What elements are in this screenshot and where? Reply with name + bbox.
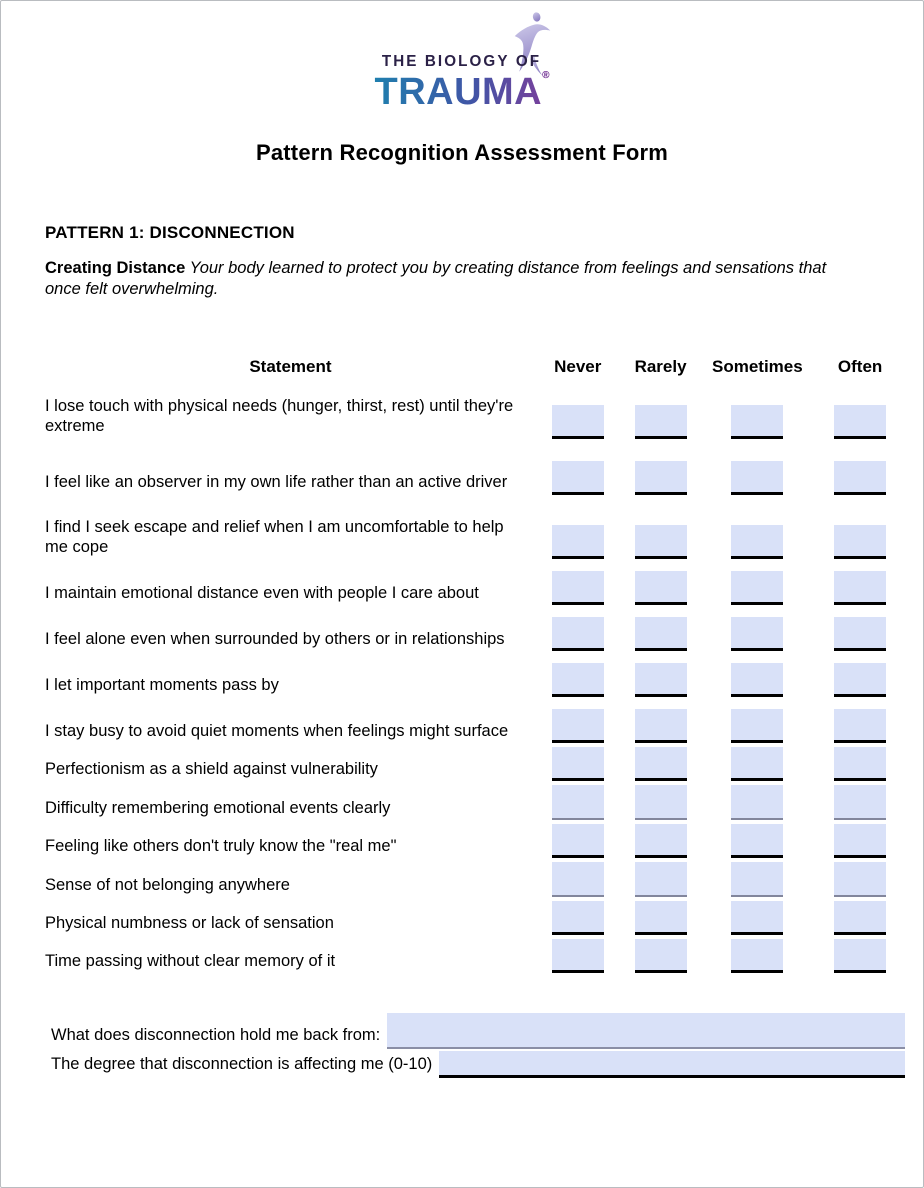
page-title: Pattern Recognition Assessment Form	[255, 140, 669, 165]
answer-input-sometimes[interactable]	[731, 571, 783, 605]
option-cell-rarely	[620, 785, 702, 820]
statement-text: Difficulty remembering emotional events clearly	[45, 798, 391, 817]
answer-input-rarely[interactable]	[635, 862, 687, 897]
statement-text: I feel like an observer in my own life rather than an active driver	[45, 473, 508, 492]
option-cell-sometimes	[701, 939, 813, 973]
option-cell-never	[536, 617, 620, 651]
option-cell-often	[813, 862, 907, 897]
logo-wordmark: TRAUMA®	[374, 70, 550, 113]
answer-input-never[interactable]	[552, 461, 604, 495]
answer-input-sometimes[interactable]	[731, 525, 783, 559]
holdback-input[interactable]	[387, 1013, 905, 1049]
option-cell-sometimes	[701, 824, 813, 858]
table-row	[45, 747, 907, 781]
answer-input-rarely[interactable]	[635, 405, 687, 439]
option-cell-often	[813, 525, 907, 559]
answer-input-rarely[interactable]	[635, 785, 687, 820]
logo-tagline: THE BIOLOGY OF	[382, 53, 542, 70]
answer-input-never[interactable]	[552, 709, 604, 743]
answer-input-often[interactable]	[834, 901, 886, 935]
table-row	[45, 785, 907, 820]
registered-mark: ®	[542, 70, 550, 81]
answer-input-often[interactable]	[834, 405, 886, 439]
option-cell-often	[813, 461, 907, 495]
option-column-header-often: Often	[837, 357, 883, 377]
answer-input-often[interactable]	[834, 709, 886, 743]
answer-input-never[interactable]	[552, 862, 604, 897]
section-description: Creating Distance Your body learned to protect you by creating distance from feelings and sensations that once felt overwhelming.	[45, 259, 827, 298]
option-cell-often	[813, 405, 907, 439]
table-row	[45, 824, 907, 858]
option-cell-rarely	[620, 663, 702, 697]
answer-input-rarely[interactable]	[635, 525, 687, 559]
answer-input-often[interactable]	[834, 663, 886, 697]
option-cell-rarely	[620, 617, 702, 651]
section-heading: PATTERN 1: DISCONNECTION	[45, 223, 295, 242]
option-cell-rarely	[620, 461, 702, 495]
option-column-header-never: Never	[554, 357, 602, 377]
option-cell-sometimes	[701, 405, 813, 439]
answer-input-rarely[interactable]	[635, 939, 687, 973]
option-column-header-sometimes: Sometimes	[712, 357, 803, 377]
option-cell-often	[813, 939, 907, 973]
option-cell-rarely	[620, 525, 702, 559]
degree-field-row	[51, 1051, 905, 1078]
degree-input[interactable]	[439, 1051, 905, 1078]
statement-text: Sense of not belonging anywhere	[45, 875, 290, 894]
option-cell-never	[536, 939, 620, 973]
option-cell-sometimes	[701, 747, 813, 781]
option-cell-often	[813, 824, 907, 858]
option-cell-rarely	[620, 862, 702, 897]
answer-input-rarely[interactable]	[635, 461, 687, 495]
table-row	[45, 396, 907, 438]
statement-text: Perfectionism as a shield against vulnerability	[45, 759, 378, 778]
option-cell-never	[536, 405, 620, 439]
answer-input-sometimes[interactable]	[731, 824, 783, 858]
option-cell-rarely	[620, 747, 702, 781]
option-cell-often	[813, 663, 907, 697]
table-row	[45, 901, 907, 935]
answer-input-often[interactable]	[834, 785, 886, 820]
answer-input-sometimes[interactable]	[731, 405, 783, 439]
option-cell-often	[813, 901, 907, 935]
option-cell-often	[813, 617, 907, 651]
table-row	[45, 709, 907, 743]
option-cell-never	[536, 785, 620, 820]
answer-input-rarely[interactable]	[635, 663, 687, 697]
statement-text: I let important moments pass by	[45, 675, 279, 694]
option-cell-never	[536, 461, 620, 495]
answer-input-never[interactable]	[552, 824, 604, 858]
answer-input-never[interactable]	[552, 525, 604, 559]
answer-input-often[interactable]	[834, 939, 886, 973]
answer-input-sometimes[interactable]	[731, 862, 783, 897]
answer-input-never[interactable]	[552, 901, 604, 935]
statement-text: Time passing without clear memory of it	[45, 951, 336, 970]
option-cell-sometimes	[701, 862, 813, 897]
statement-text: Physical numbness or lack of sensation	[45, 913, 334, 932]
option-cell-sometimes	[701, 617, 813, 651]
answer-input-often[interactable]	[834, 571, 886, 605]
answer-input-sometimes[interactable]	[731, 785, 783, 820]
answer-input-rarely[interactable]	[635, 617, 687, 651]
answer-input-never[interactable]	[552, 785, 604, 820]
option-cell-sometimes	[701, 525, 813, 559]
answer-input-often[interactable]	[834, 525, 886, 559]
table-row	[45, 461, 907, 495]
option-cell-sometimes	[701, 461, 813, 495]
table-row	[45, 663, 907, 697]
option-cell-sometimes	[701, 785, 813, 820]
answer-input-often[interactable]	[834, 824, 886, 858]
option-cell-often	[813, 747, 907, 781]
answer-input-rarely[interactable]	[635, 824, 687, 858]
answer-input-never[interactable]	[552, 405, 604, 439]
table-body	[45, 396, 907, 973]
option-cell-rarely	[620, 571, 702, 605]
answer-input-rarely[interactable]	[635, 709, 687, 743]
answer-input-often[interactable]	[834, 617, 886, 651]
option-cell-sometimes	[701, 901, 813, 935]
option-cell-never	[536, 525, 620, 559]
table-row	[45, 571, 907, 605]
table-row	[45, 939, 907, 973]
table-row	[45, 862, 907, 897]
table-row	[45, 617, 907, 651]
option-cell-often	[813, 785, 907, 820]
option-cell-never	[536, 824, 620, 858]
option-column-header-rarely: Rarely	[634, 357, 687, 377]
answer-input-sometimes[interactable]	[731, 747, 783, 781]
answer-input-often[interactable]	[834, 461, 886, 495]
option-cell-never	[536, 901, 620, 935]
assessment-table	[45, 357, 907, 973]
option-cell-never	[536, 747, 620, 781]
statement-text: I maintain emotional distance even with people I care about	[45, 583, 479, 602]
option-cell-sometimes	[701, 663, 813, 697]
option-cell-never	[536, 663, 620, 697]
option-cell-often	[813, 709, 907, 743]
degree-field-label: The degree that disconnection is affecting me (0-10)	[51, 1054, 433, 1073]
answer-input-sometimes[interactable]	[731, 709, 783, 743]
logo	[1, 21, 923, 113]
holdback-field-row	[51, 1013, 905, 1049]
option-cell-rarely	[620, 901, 702, 935]
answer-input-rarely[interactable]	[635, 571, 687, 605]
option-cell-never	[536, 862, 620, 897]
answer-input-sometimes[interactable]	[731, 663, 783, 697]
option-cell-rarely	[620, 824, 702, 858]
answer-input-sometimes[interactable]	[731, 901, 783, 935]
option-cell-rarely	[620, 405, 702, 439]
answer-input-sometimes[interactable]	[731, 617, 783, 651]
answer-input-never[interactable]	[552, 747, 604, 781]
option-cell-sometimes	[701, 571, 813, 605]
statement-text: Feeling like others don't truly know the "real me"	[45, 836, 397, 855]
answer-input-rarely[interactable]	[635, 747, 687, 781]
option-cell-never	[536, 571, 620, 605]
option-cell-often	[813, 571, 907, 605]
answer-input-often[interactable]	[834, 862, 886, 897]
option-cell-sometimes	[701, 709, 813, 743]
table-header-row	[45, 357, 907, 377]
answer-input-sometimes[interactable]	[731, 461, 783, 495]
table-row	[45, 517, 907, 559]
holdback-field-label: What does disconnection hold me back from:	[51, 1025, 381, 1044]
option-cell-rarely	[620, 939, 702, 973]
answer-input-never[interactable]	[552, 617, 604, 651]
answer-input-never[interactable]	[552, 939, 604, 973]
option-cell-never	[536, 709, 620, 743]
answer-input-never[interactable]	[552, 663, 604, 697]
answer-input-sometimes[interactable]	[731, 939, 783, 973]
statement-text: I find I seek escape and relief when I am uncomfortable to help me cope	[45, 517, 504, 556]
statement-column-header: Statement	[249, 357, 332, 377]
statement-text: I lose touch with physical needs (hunger, thirst, rest) until they're extreme	[45, 397, 514, 436]
answer-input-rarely[interactable]	[635, 901, 687, 935]
footer-fields	[51, 1013, 905, 1078]
statement-text: I feel alone even when surrounded by others or in relationships	[45, 629, 505, 648]
answer-input-never[interactable]	[552, 571, 604, 605]
option-cell-rarely	[620, 709, 702, 743]
answer-input-often[interactable]	[834, 747, 886, 781]
statement-text: I stay busy to avoid quiet moments when feelings might surface	[45, 721, 509, 740]
